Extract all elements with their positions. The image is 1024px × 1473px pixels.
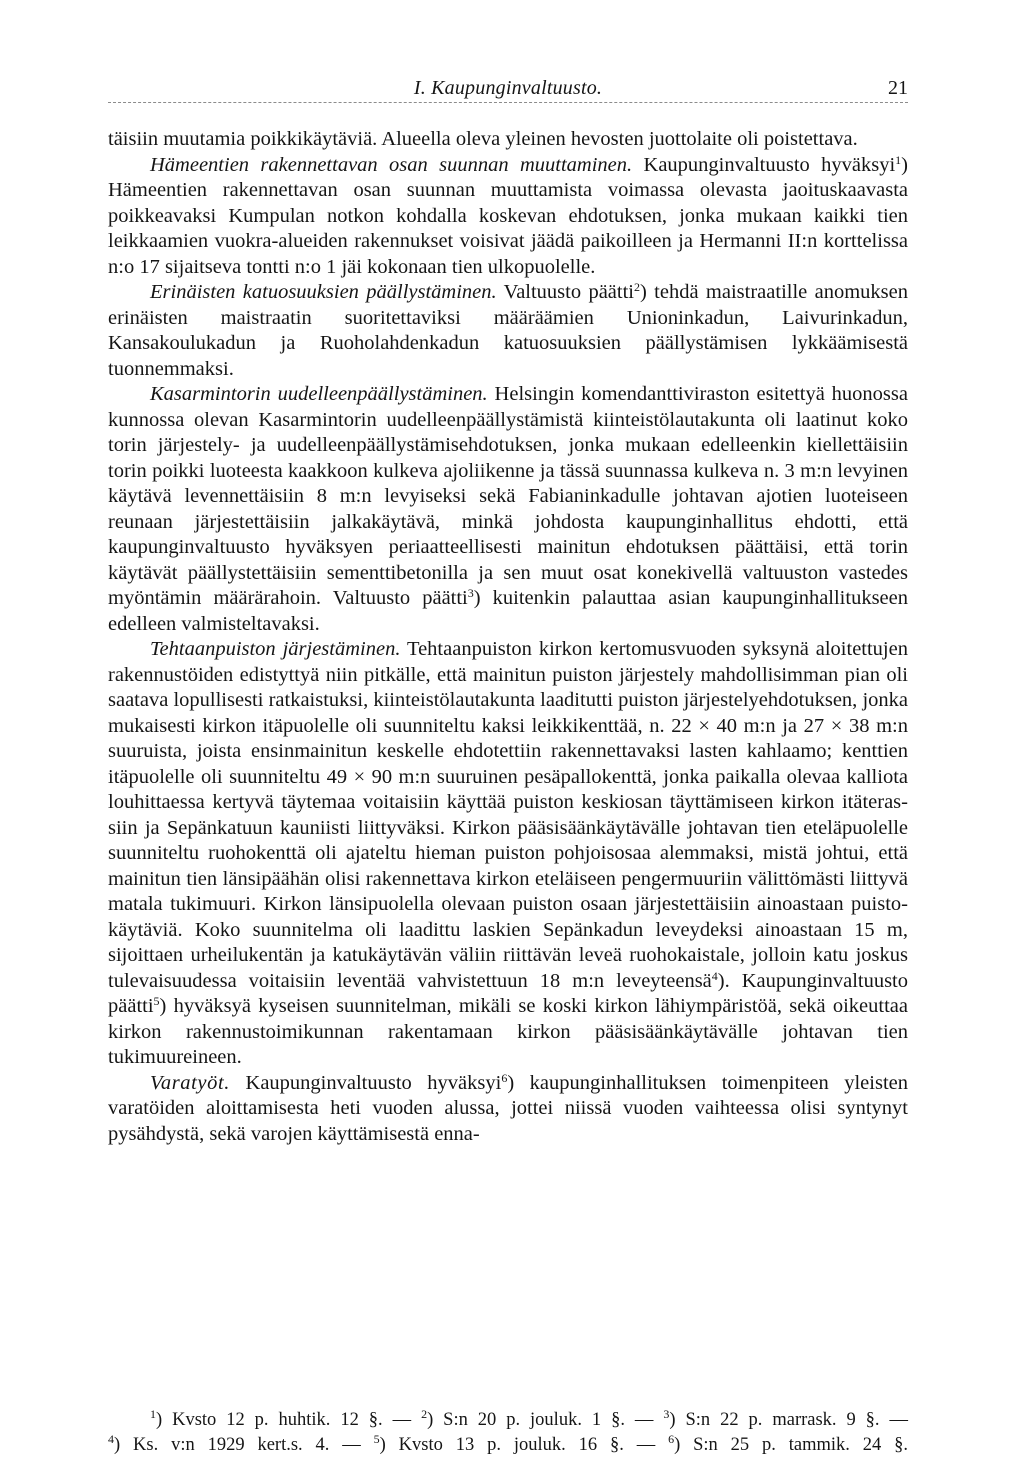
paragraph-text: Valtuusto päätti xyxy=(496,281,634,303)
page-header xyxy=(108,73,908,103)
paragraph-tehtaanpuisto xyxy=(108,637,908,1071)
footnote-text: ) S:n 20 p. jouluk. 1 §. — xyxy=(427,1410,664,1430)
body-text xyxy=(108,127,908,1147)
paragraph-text: ) kaupunginhallituksen toimenpiteen yleisten varatöiden aloittamisesta heti vuoden alussa, jottei niissä vuoden vaihteessa olisi syntynyt pysähdystä, sekä varojen käyttämisestä enna- xyxy=(108,1071,908,1145)
footnote-ref: 6 xyxy=(501,1070,508,1085)
footnote-ref: 2 xyxy=(634,280,640,294)
footnote-text: ) Kvsto 12 p. huhtik. 12 §. — xyxy=(156,1410,422,1430)
footnotes xyxy=(108,1408,908,1458)
paragraph-text: ) tehdä maistraatille anomuksen erinäisten maistraatin suoritettaviksi määräämien Unioninkadun, Laivurinkadun, Kansakoulukadun ja Ruoholahdenkadun katuosuuksien päällystämisen lykkäämisestä tuonnemmaksi. xyxy=(108,281,908,380)
section-heading-kasarmintori: Kasarmintorin uudelleenpäällystäminen. xyxy=(150,383,488,405)
footnote-mark: 4 xyxy=(108,1432,114,1446)
paragraph-text: ) Hämeentien rakennettavan osan suunnan muuttamista voimassa olevasta jaoituskaavasta poikkeavaksi Kumpulan notkon kohdalla koskevan ehdotuksen, jonka mukaan kaikki tien leikkaamien vuokra-alueiden rakennukset voisivat jäädä paikoilleen ja Hermanni II:n korttelissa n:o 17 sijaitseva tontti n:o 1 jäi kokonaan tien ulkopuolelle. xyxy=(108,153,908,278)
footnote-text: ) S:n 25 p. tammik. 24 §. xyxy=(674,1435,908,1455)
section-heading-hameentie: Hämeentien rakennettavan osan suunnan muuttaminen. xyxy=(150,153,633,176)
paragraph-hameentie xyxy=(108,153,908,281)
header-rule xyxy=(108,102,908,103)
running-title: I. Kaupunginvaltuusto. xyxy=(413,77,603,99)
page-number: 21 xyxy=(888,77,908,99)
footnote-ref: 3 xyxy=(467,586,474,600)
footnote-text: ) S:n 22 p. marrask. 9 §. — xyxy=(669,1410,909,1430)
paragraph-hevosten-juottolaite xyxy=(108,127,908,153)
footnote-mark: 1 xyxy=(150,1407,156,1421)
paragraph-text: Helsingin komendanttiviraston esitettyä huonossa kunnossa olevan Kasarmintorin uudelleenpäällystämistä kiinteistölautakunta oli laatinut koko torin järjestely- ja uudelleenpäällystämisehdotuksen, jonka mukaan edelleenkin kiellettäisiin torin poikki luoteesta kaakkoon kulkeva ajoliikenne ja tässä suunnassa kulkeva n. 3 m:n levyinen käytävä levennettäisiin 8 m:n levyiseksi sekä Fabianinkadulle johtavan ajotien luoteiseen reunaan järjestettäisiin jalkakäytävä, minkä johdosta kaupunginhallitus ehdotti, että kaupunginvaltuusto hyväksyen periaatteellisesti mainitun ehdotuksen päättäisi, että torin käytävät päällystettäisiin sementtibetonilla ja sen muut osat konekivellä valtuuston vastedes myöntämin määrärahoin. Valtuusto päätti xyxy=(108,383,908,609)
footnote-ref: 4 xyxy=(711,968,718,983)
footnote-text: ) Ks. v:n 1929 kert.s. 4. — xyxy=(114,1435,374,1455)
footnote-mark: 2 xyxy=(421,1407,428,1421)
footnote-text: ) Kvsto 13 p. jouluk. 16 §. — xyxy=(379,1435,669,1455)
paragraph-text: Tehtaanpuiston kirkon kertomusvuoden syksynä aloitettujen rakennustöiden edistyttyä niin pitkälle, että mainitun puiston järjestely mahdollisimman pian oli saatava lopullisesti ratkaistuksi, kiinteistölautakunta laaditutti puiston järjestelyehdotuksen, jonka mukaisesti kirkon itäpuolelle oli suunniteltu kaksi leikkikenttää, n. 22 × 40 m:n ja 27 × 38 m:n suuruista, joista ensinmainitun keskelle ehdotettiin rakennettavaksi lasten kahlaamo; kenttien itäpuolelle oli suunniteltu 49 × 90 m:n suuruinen pesäpallokenttä, jonka paikalla olevaa kalliota louhittaessa kertyvä täytemaa voitaisiin käyttää puiston keskiosan täyttämiseen kirkon itäterassiin ja Sepänkatuun kauniisti liittyväksi. Kirkon pääsisäänkäytävälle johtavan tien eteläpuolelle suunniteltu ruohokenttä oli ajateltu hieman puiston pohjoisosaa alemmaksi, mistä johtui, että mainitun tien länsipäähän olisi rakennettava kirkon eteläiseen pengermuuriin välittömästi liittyvä matala tukimuuri. Kirkon länsipuolella olevaan puiston osaan järjestettäisiin ainoastaan puistokäytäviä. Koko suunnitelma oli laadittu laskien Sepänkadun leveydeksi ainoastaan 15 m, sijoittaen urheilukentän ja katukäytävän väliin riittävän leveä ruohokaistale, jolloin katu joskus tulevaisuudessa voitaisiin leventää vahvistettuun 18 m:n leveyteensä xyxy=(108,638,908,992)
paragraph-text: Kaupunginvaltuusto hyväksyi xyxy=(632,153,896,176)
footnote-mark: 6 xyxy=(668,1432,675,1446)
footnote-line xyxy=(108,1433,908,1458)
paragraph-text: ) kuitenkin palauttaa asian kaupunginhallitukseen edelleen valmisteltavaksi. xyxy=(108,587,909,635)
paragraph-kasarmintori xyxy=(108,382,908,637)
paragraph-katuosuudet xyxy=(108,280,908,382)
paragraph-text: täisiin muutamia poikkikäytäviä. Alueella oleva yleinen hevosten juottolaite oli poistettava. xyxy=(108,128,858,150)
paragraph-varatyot xyxy=(108,1071,908,1148)
paragraph-text: ). Kaupunginvaltuusto päätti xyxy=(108,969,909,1017)
section-heading-katuosuudet: Erinäisten katuosuuksien päällystäminen. xyxy=(150,281,497,303)
footnote-mark: 5 xyxy=(373,1432,380,1446)
footnote-ref: 1 xyxy=(895,152,902,167)
footnote-mark: 3 xyxy=(663,1407,670,1421)
paragraph-text: ) hyväksyä kyseisen suunnitelman, mikäli se koski kirkon lähiympäristöä, sekä oikeuttaa kirkon rakennustoimikunnan rakentamaan kirkon pääsisäänkäytävälle johtavan tien tukimuureineen. xyxy=(108,995,908,1068)
footnote-line xyxy=(108,1408,908,1433)
section-heading-varatyot: Varatyöt. xyxy=(150,1071,230,1094)
section-heading-tehtaanpuisto: Tehtaanpuiston järjestäminen. xyxy=(150,638,401,660)
footnote-ref: 5 xyxy=(153,994,160,1008)
paragraph-text: Kaupunginvaltuusto hyväksyi xyxy=(230,1071,502,1094)
